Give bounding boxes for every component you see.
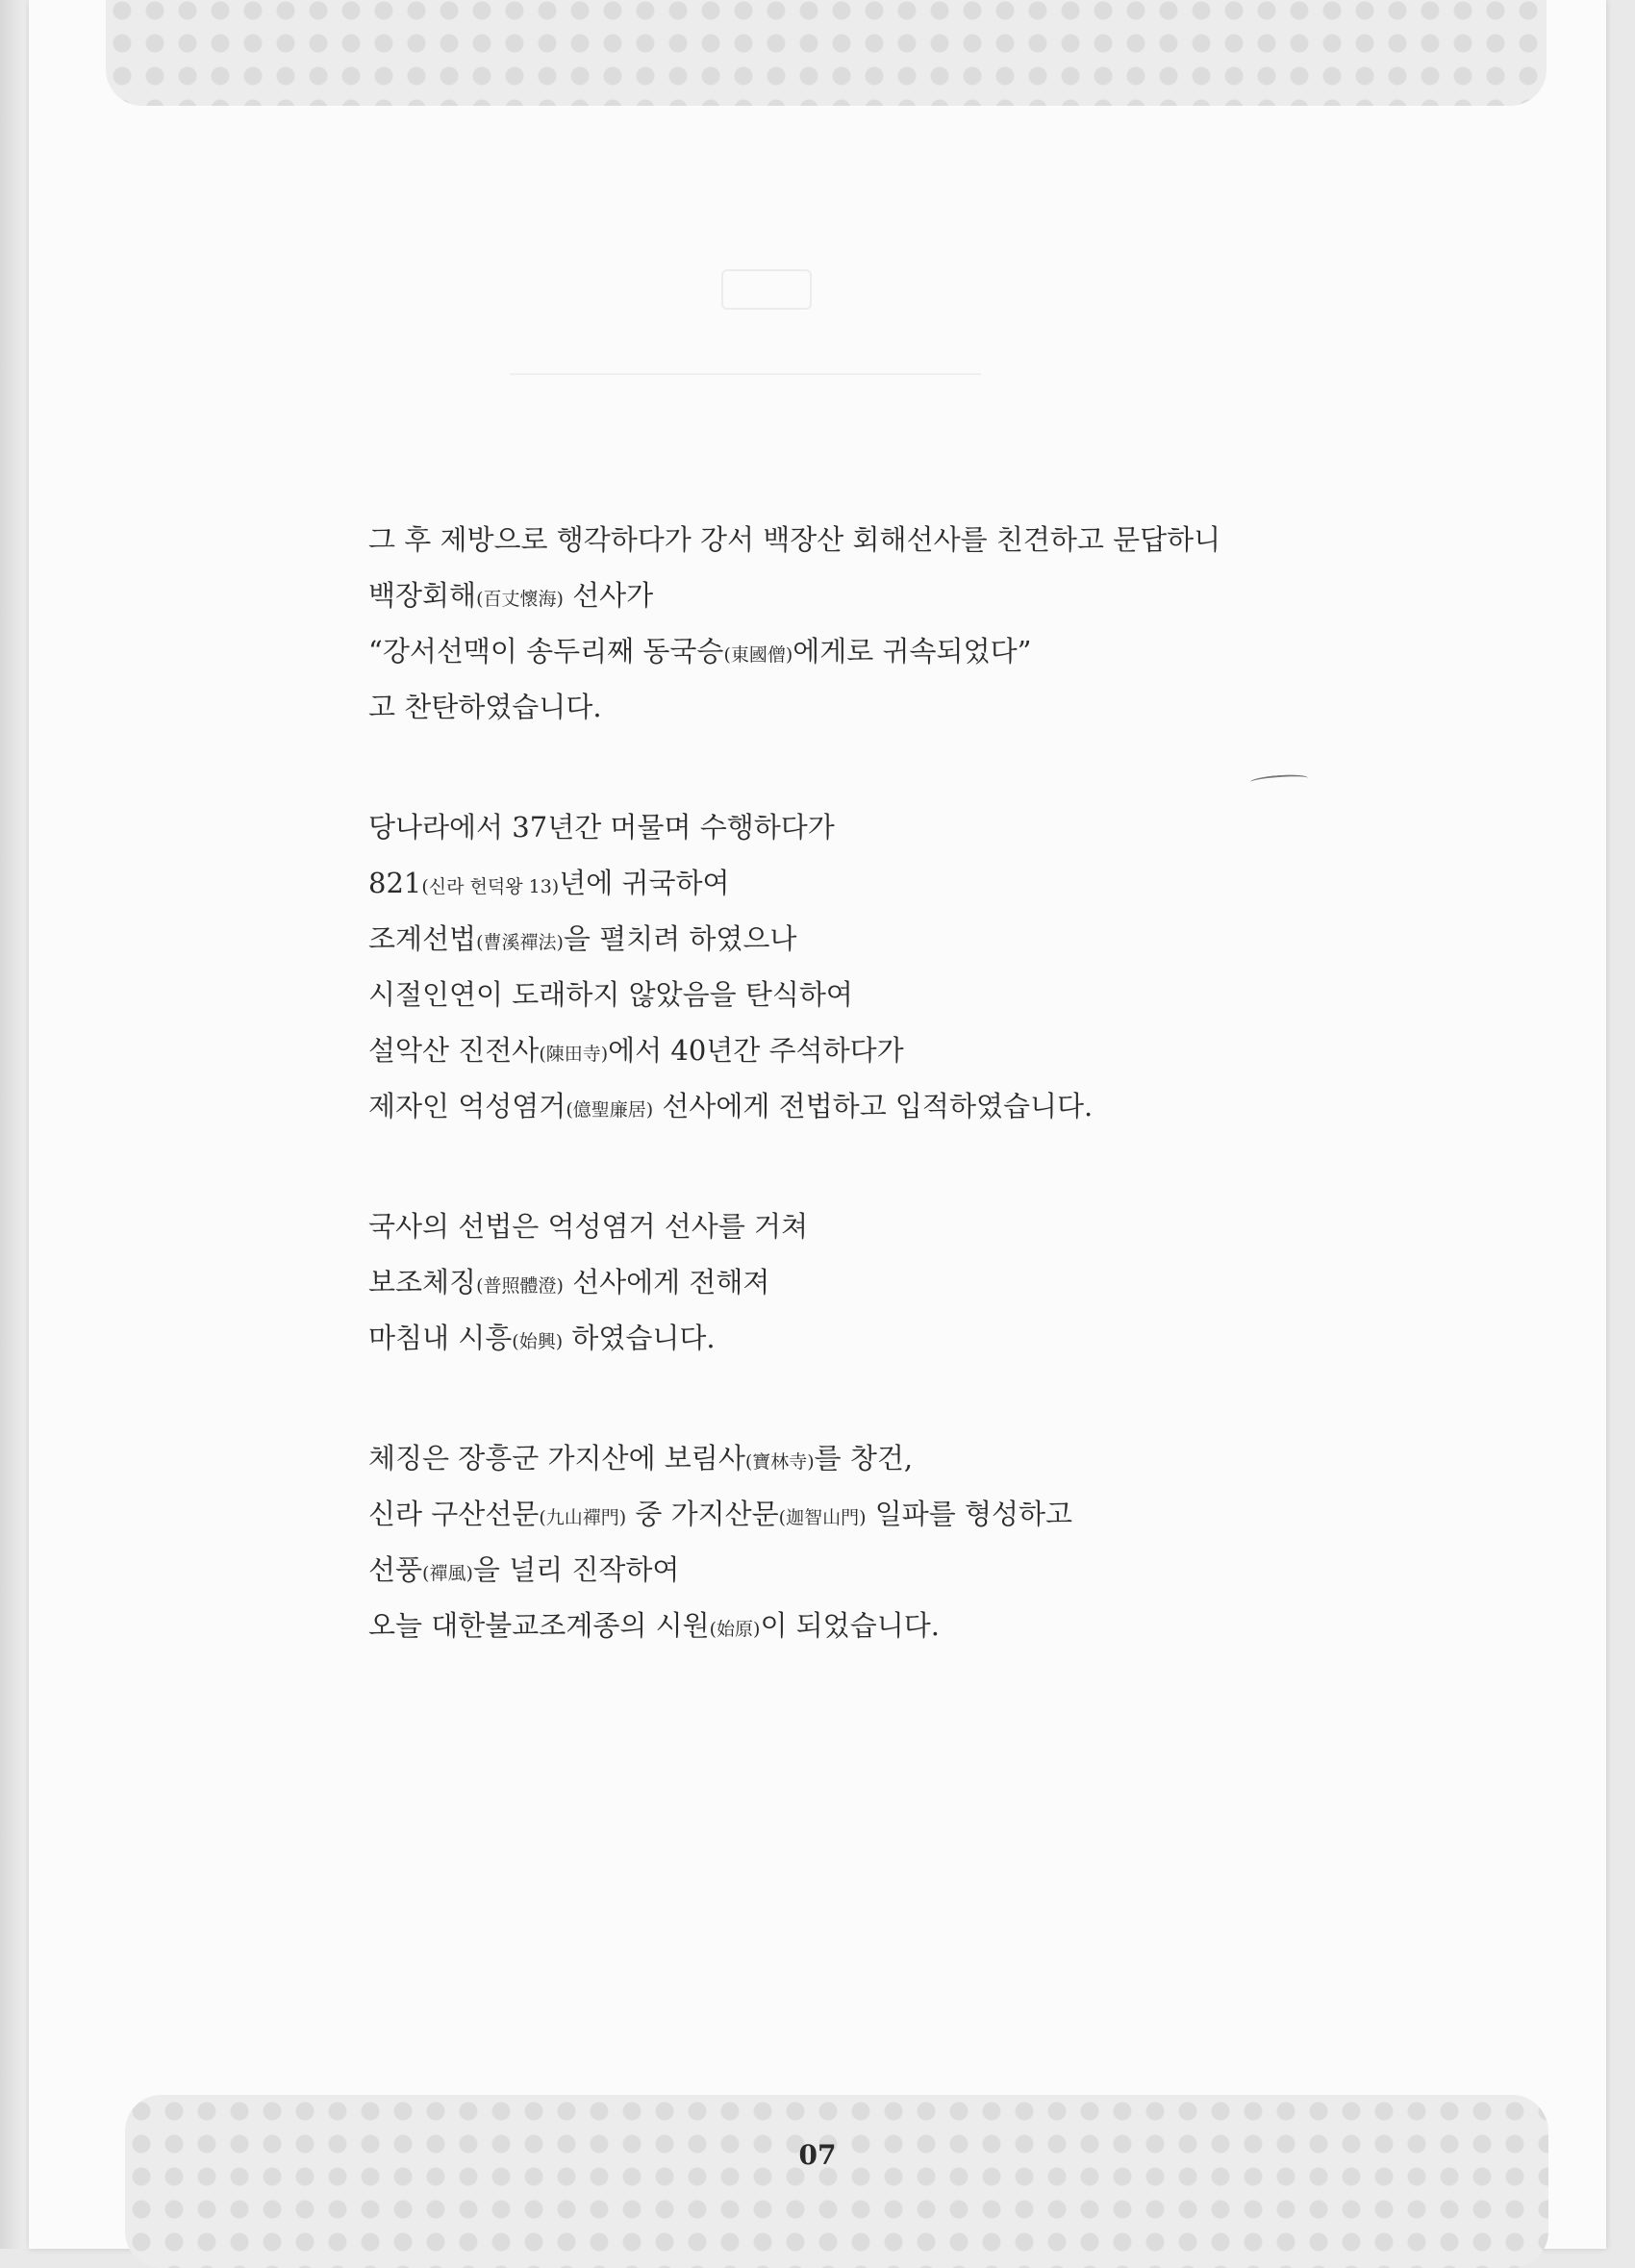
text-line: [368, 1310, 1330, 1366]
text-segment: 마침내 시흥: [368, 1322, 513, 1354]
text-segment: 선풍: [368, 1553, 423, 1586]
text-segment: 오늘 대한불교조계종의 시원: [368, 1609, 710, 1642]
hanja-annotation: (始興): [512, 1331, 564, 1352]
bleed-through-marks: [510, 258, 991, 383]
text-segment: 이 되었습니다.: [760, 1609, 940, 1642]
text-line: [368, 623, 1330, 679]
hanja-annotation: (迦智山門): [778, 1507, 867, 1528]
text-segment: 체징은 장흥군 가지산에 보림사: [368, 1442, 745, 1474]
paragraph: [368, 1430, 1330, 1653]
hanja-annotation: (始原): [709, 1619, 761, 1640]
text-segment: 선사에게 전법하고 입적하였습니다.: [653, 1090, 1094, 1122]
text-segment: 신라 구산선문: [368, 1498, 540, 1530]
footer-pattern-band: [125, 2095, 1548, 2268]
text-line: [368, 1542, 1330, 1598]
hanja-annotation: (신라 헌덕왕 13): [421, 876, 560, 897]
hanja-annotation: (億聖廉居): [566, 1099, 654, 1121]
text-segment: “강서선맥이 송두리째 동국승: [368, 635, 724, 668]
text-segment: 국사의 선법은 억성염거 선사를 거쳐: [368, 1210, 809, 1243]
text-line: [368, 911, 1330, 967]
hanja-annotation: (九山禪門): [539, 1507, 627, 1528]
text-segment: 하였습니다.: [563, 1322, 716, 1354]
body-text: [368, 512, 1330, 1718]
header-pattern-band: [106, 0, 1547, 106]
text-line: [368, 679, 1330, 735]
text-segment: 당나라에서 37년간 머물며 수행하다가: [368, 811, 835, 844]
paragraph: [368, 1198, 1330, 1366]
text-line: [368, 1598, 1330, 1653]
text-segment: 년에 귀국하여: [559, 867, 730, 899]
text-segment: 설악산 진전사: [368, 1034, 540, 1067]
text-segment: 일파를 형성하고: [866, 1498, 1073, 1530]
text-segment: 821: [368, 867, 422, 899]
hanja-annotation: (陳田寺): [539, 1044, 609, 1065]
text-line: [368, 799, 1330, 855]
page-number: 07: [798, 2139, 837, 2171]
text-segment: 고 찬탄하였습니다.: [368, 691, 602, 723]
hanja-annotation: (寶林寺): [744, 1451, 815, 1473]
text-segment: 선사에게 전해져: [563, 1266, 770, 1298]
hanja-annotation: (東國僧): [723, 644, 793, 666]
paragraph: [368, 512, 1330, 735]
hanja-annotation: (普照體澄): [476, 1275, 564, 1297]
text-line: [368, 1430, 1330, 1486]
text-segment: 백장회해: [368, 579, 477, 612]
text-line: [368, 1022, 1330, 1078]
text-segment: 조계선법: [368, 922, 477, 955]
text-line: [368, 967, 1330, 1022]
text-segment: 을 펼치려 하였으나: [563, 922, 797, 955]
text-segment: 에게로 귀속되었다”: [792, 635, 1032, 668]
text-segment: 시절인연이 도래하지 않았음을 탄식하여: [368, 978, 853, 1011]
text-segment: 제자인 억성염거: [368, 1090, 566, 1122]
text-line: [368, 855, 1330, 911]
text-segment: 그 후 제방으로 행각하다가 강서 백장산 회해선사를 친견하고 문답하니: [368, 523, 1221, 556]
text-line: [368, 1078, 1330, 1134]
text-segment: 선사가: [563, 579, 654, 612]
hanja-annotation: (禪風): [422, 1563, 473, 1584]
text-line: [368, 512, 1330, 567]
text-line: [368, 1198, 1330, 1254]
paragraph: [368, 799, 1330, 1134]
page-edge: [0, 0, 29, 2249]
text-line: [368, 567, 1330, 623]
text-segment: 을 널리 진작하여: [472, 1553, 680, 1586]
text-segment: 를 창건,: [814, 1442, 914, 1474]
text-segment: 중 가지산문: [626, 1498, 779, 1530]
text-segment: 에서 40년간 주석하다가: [608, 1034, 904, 1067]
text-line: [368, 1486, 1330, 1542]
text-segment: 보조체징: [368, 1266, 477, 1298]
hanja-annotation: (百丈懷海): [476, 589, 564, 610]
text-line: [368, 1254, 1330, 1310]
hanja-annotation: (曹溪禪法): [476, 932, 564, 953]
